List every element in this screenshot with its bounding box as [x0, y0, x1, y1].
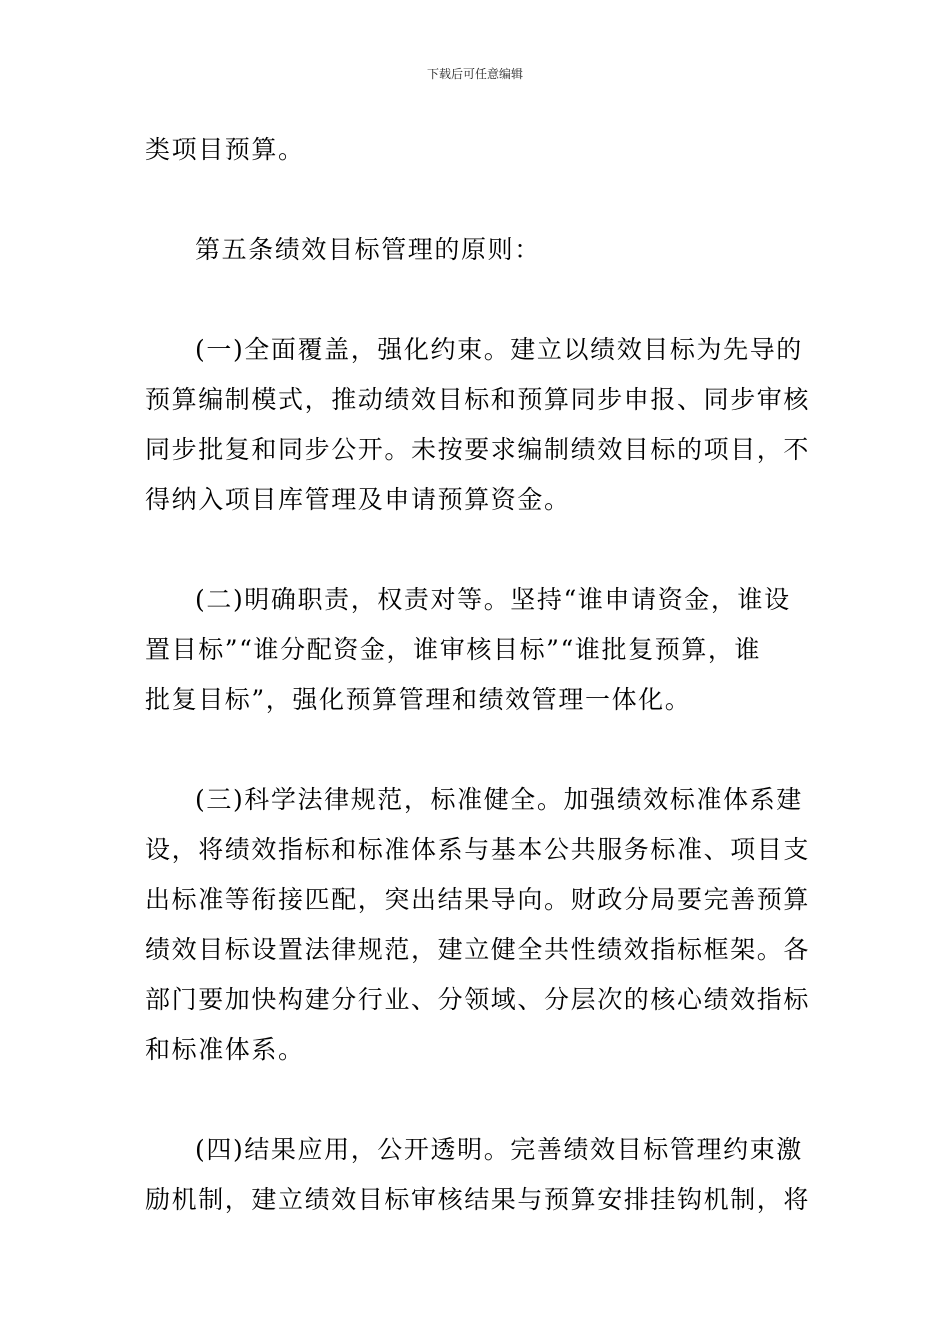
page-header-note: 下载后可任意编辑 [426, 67, 523, 81]
paragraph-3-line-5: 部门要加快构建分行业、分领域、分层次的核心绩效指标 [145, 985, 811, 1014]
paragraph-4-line-2: 励机制，建立绩效目标审核结果与预算安排挂钩机制，将 [145, 1185, 811, 1214]
paragraph-3-line-4: 绩效目标设置法律规范，建立健全共性绩效指标框架。各 [145, 935, 811, 964]
article-heading: 第五条绩效目标管理的原则： [195, 235, 541, 264]
paragraph-4-line-1: (四)结果应用，公开透明。完善绩效目标管理约束激 [195, 1135, 803, 1164]
paragraph-1-line-2: 预算编制模式，推动绩效目标和预算同步申报、同步审核 [145, 385, 811, 414]
paragraph-2-line-2: 置目标”“谁分配资金，谁审核目标”“谁批复预算，谁 [145, 635, 762, 664]
paragraph-3-line-3: 出标准等衔接匹配，突出结果导向。财政分局要完善预算 [145, 885, 811, 914]
paragraph-3-line-6: 和标准体系。 [145, 1035, 305, 1064]
paragraph-1-line-1: (一)全面覆盖，强化约束。建立以绩效目标为先导的 [195, 335, 803, 364]
paragraph-2-line-1: (二)明确职责，权责对等。坚持“谁申请资金，谁设 [195, 585, 791, 614]
paragraph-3-line-2: 设，将绩效指标和标准体系与基本公共服务标准、项目支 [145, 835, 811, 864]
text-line-1: 类项目预算。 [145, 135, 305, 164]
paragraph-1-line-3: 同步批复和同步公开。未按要求编制绩效目标的项目，不 [145, 435, 811, 464]
paragraph-1-line-4: 得纳入项目库管理及申请预算资金。 [145, 485, 571, 514]
paragraph-3-line-1: (三)科学法律规范，标准健全。加强绩效标准体系建 [195, 785, 803, 814]
paragraph-2-line-3: 批复目标”，强化预算管理和绩效管理一体化。 [145, 685, 692, 714]
